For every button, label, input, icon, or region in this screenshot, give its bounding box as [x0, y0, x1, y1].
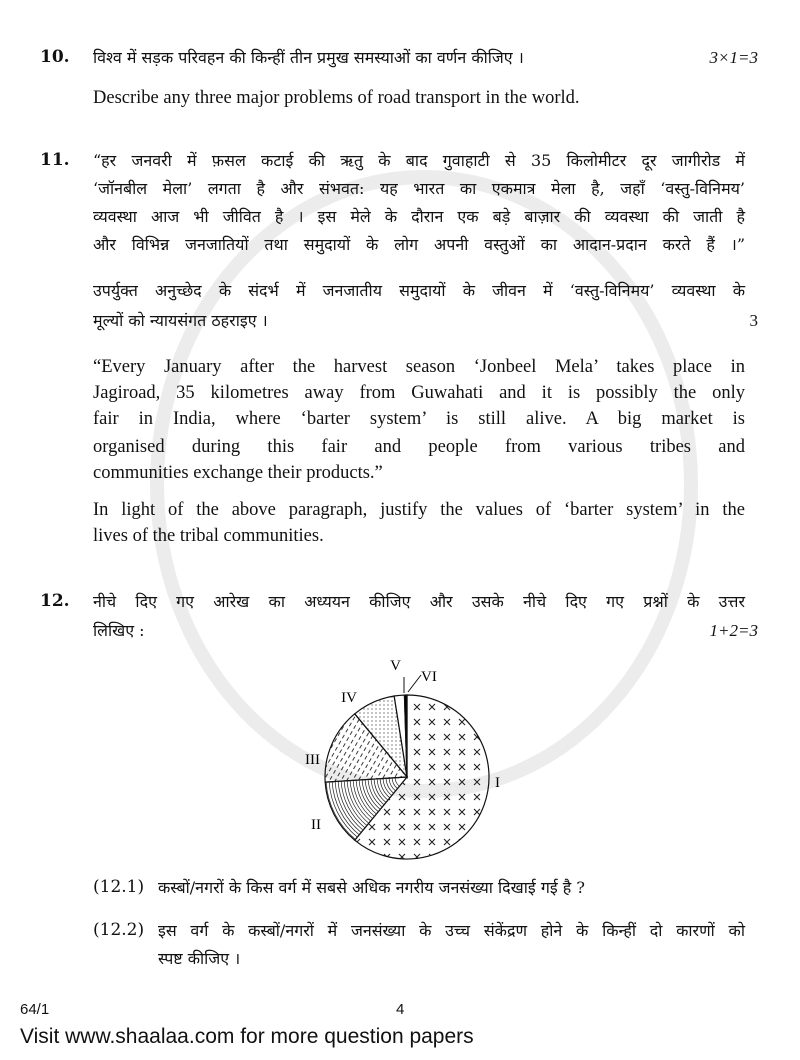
question-row	[93, 620, 758, 642]
question-text-english: Describe any three major problems of road transport in the world.	[93, 88, 580, 108]
passage-line-hindi: व्यवस्था आज भी जीवित है । इस मेले के दौरान एक बड़े बाज़ार की व्यवस्था की जाती है	[93, 207, 745, 226]
footer-link[interactable]: Visit www.shaalaa.com for more question papers	[20, 1025, 474, 1048]
question-text-hindi: विश्व में सड़क परिवहन की किन्हीं तीन प्रमुख समस्याओं का वर्णन कीजिए ।	[93, 48, 524, 67]
question-line-hindi: लिखिए :	[93, 621, 145, 640]
question-number: 12.	[40, 591, 70, 611]
pie-label-I: I	[495, 775, 500, 791]
pie-label-III: III	[305, 752, 320, 768]
page-number: 4	[396, 1001, 405, 1018]
passage-line-english: organised during this fair and people from various tribes and	[93, 437, 745, 457]
pie-label-V: V	[390, 658, 401, 674]
subquestion-text: इस वर्ग के कस्बों/नगरों में जनसंख्या के उच्च संकेंद्रण होने के किन्हीं दो कारणों को	[158, 921, 745, 940]
passage-line-english: Jagiroad, 35 kilometres away from Guwahati and it is possibly the only	[93, 383, 745, 403]
marks: 3×1=3	[709, 48, 758, 67]
passage-line-hindi: “हर जनवरी में फ़सल कटाई की ऋतु के बाद गुवाहाटी से 35 किलोमीटर दूर जागीरोड में	[93, 151, 745, 170]
question-line-english: lives of the tribal communities.	[93, 526, 324, 546]
label-leader-line	[408, 675, 421, 692]
question-line-english: In light of the above paragraph, justify the values of ‘barter system’ in the	[93, 500, 745, 520]
question-line-hindi: नीचे दिए गए आरेख का अध्ययन कीजिए और उसके नीचे दिए गए प्रश्नों के उत्तर	[93, 592, 745, 611]
subquestion-text: स्पष्ट कीजिए ।	[158, 949, 241, 968]
subquestion-number: (12.1)	[93, 877, 145, 897]
passage-line-english: fair in India, where ‘barter system’ is still alive. A big market is	[93, 409, 745, 429]
pie-label-II: II	[311, 817, 321, 833]
passage-line-hindi: ‘जॉनबील मेला’ लगता है और संभवत: यह भारत का एकमात्र मेला है, जहाँ ‘वस्तु-विनिमय’	[93, 179, 745, 198]
pie-diagram	[290, 655, 530, 865]
question-line-hindi: मूल्यों को न्यायसंगत ठहराइए ।	[93, 311, 268, 330]
subquestion-text: कस्बों/नगरों के किस वर्ग में सबसे अधिक नगरीय जनसंख्या दिखाई गई है ?	[158, 878, 585, 897]
paper-code: 64/1	[20, 1001, 50, 1018]
marks: 3	[749, 311, 758, 330]
pie-label-IV: IV	[341, 690, 357, 706]
passage-line-english: “Every January after the harvest season ‘Jonbeel Mela’ takes place in	[93, 357, 745, 377]
question-number: 10.	[40, 47, 70, 67]
question-row	[93, 47, 758, 69]
question-row	[93, 310, 758, 332]
subquestion-number: (12.2)	[93, 920, 145, 940]
question-number: 11.	[40, 150, 70, 170]
question-line-hindi: उपर्युक्त अनुच्छेद के संदर्भ में जनजातीय समुदायों के जीवन में ‘वस्तु-विनिमय’ व्यवस्था के	[93, 281, 745, 300]
passage-line-hindi: और विभिन्न जनजातियों तथा समुदायों के लोग अपनी वस्तुओं का आदान-प्रदान करते हैं ।”	[93, 235, 745, 254]
marks: 1+2=3	[709, 621, 758, 640]
pie-label-VI: VI	[421, 669, 437, 685]
passage-line-english: communities exchange their products.”	[93, 463, 383, 483]
